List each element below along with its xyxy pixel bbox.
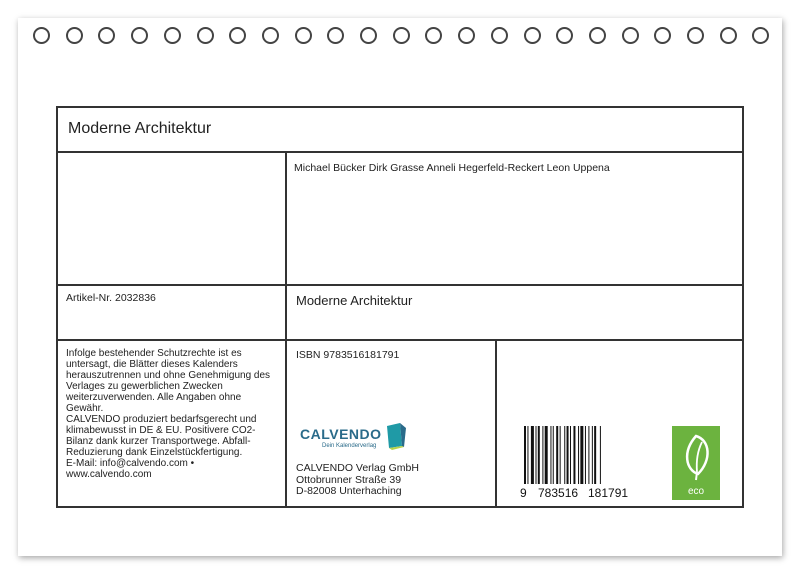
barcode-bar — [545, 426, 548, 484]
barcode-digits: 9 — [520, 486, 527, 498]
calendar-title-repeat: Moderne Architektur — [296, 293, 413, 308]
publisher-line: Ottobrunner Straße 39 — [296, 473, 402, 486]
divider — [495, 339, 497, 506]
barcode-bar — [580, 426, 583, 484]
publisher-line: CALVENDO Verlag GmbH — [296, 462, 419, 474]
barcode-bar — [538, 426, 540, 484]
barcode-bar — [524, 426, 526, 484]
binding-ring — [98, 27, 115, 44]
barcode-bar — [550, 426, 551, 484]
binding-ring — [262, 27, 279, 44]
binding-ring — [687, 27, 704, 44]
binding-ring — [622, 27, 639, 44]
legal-line: Infolge bestehender Schutzrechte ist es — [66, 348, 242, 359]
binding-ring — [720, 27, 737, 44]
barcode-bar — [594, 426, 596, 484]
legal-notice — [66, 348, 284, 480]
divider — [58, 284, 742, 286]
info-box — [56, 106, 744, 508]
publisher-line: D-82008 Unterhaching — [296, 485, 402, 497]
barcode-bar — [560, 426, 561, 484]
binding-ring — [229, 27, 246, 44]
barcode-bar — [588, 426, 589, 484]
article-number: Artikel-Nr. 2032836 — [66, 292, 156, 304]
logo-tagline: Dein Kalenderverlag — [322, 443, 377, 449]
barcode — [520, 426, 640, 498]
legal-line: untersagt, die Blätter dieses Kalenders — [66, 359, 238, 370]
barcode-bar — [573, 426, 575, 484]
barcode-bar — [567, 426, 569, 484]
barcode-bar — [600, 426, 601, 484]
legal-line: weiterzuverwenden. Alle Angaben ohne — [66, 392, 242, 403]
barcode-bar — [570, 426, 571, 484]
legal-line: Reduzierung dank Einzelstückfertigung. — [66, 447, 243, 458]
isbn: ISBN 9783516181791 — [296, 349, 400, 361]
binding-rings — [0, 27, 800, 47]
legal-line: E-Mail: info@calvendo.com • — [66, 458, 195, 469]
calvendo-logo — [300, 422, 420, 452]
binding-ring — [393, 27, 410, 44]
barcode-bar — [527, 426, 528, 484]
barcode-bar — [536, 426, 537, 484]
authors: Michael Bücker Dirk Grasse Anneli Hegerfeld-Reckert Leon Uppena — [294, 162, 610, 174]
barcode-bar — [553, 426, 554, 484]
binding-ring — [589, 27, 606, 44]
binding-ring — [524, 27, 541, 44]
legal-line: herauszutrennen und ohne Genehmigung des — [66, 370, 271, 381]
eco-label: eco — [687, 486, 705, 497]
logo-name: CALVENDO — [300, 426, 382, 442]
calendar-title: Moderne Architektur — [68, 120, 212, 137]
divider — [58, 151, 742, 153]
binding-ring — [131, 27, 148, 44]
barcode-bar — [585, 426, 586, 484]
binding-ring — [491, 27, 508, 44]
binding-ring — [556, 27, 573, 44]
divider — [58, 339, 742, 341]
barcode-bar — [578, 426, 579, 484]
binding-ring — [654, 27, 671, 44]
binding-ring — [327, 27, 344, 44]
legal-line: www.calvendo.com — [66, 469, 152, 480]
barcode-digits: 181791 — [588, 486, 629, 498]
calendar-page-icon — [384, 422, 408, 450]
barcode-bar — [556, 426, 558, 484]
divider — [285, 151, 287, 506]
barcode-bar — [531, 426, 534, 484]
binding-ring — [197, 27, 214, 44]
barcode-digits: 783516 — [538, 486, 579, 498]
binding-ring — [33, 27, 50, 44]
eco-badge — [672, 426, 720, 500]
binding-ring — [360, 27, 377, 44]
publisher-address — [296, 463, 419, 498]
binding-ring — [752, 27, 769, 44]
legal-line: Verlages zu gewerblichen Zwecken — [66, 381, 223, 392]
legal-line: Bilanz dank kurzer Transportwege. Abfall- — [66, 436, 251, 447]
barcode-bar — [592, 426, 593, 484]
leaf-icon — [672, 426, 720, 500]
binding-ring — [66, 27, 83, 44]
legal-line: klimabewusst in DE & EU. Positivere CO2- — [66, 425, 256, 436]
barcode-bar — [564, 426, 565, 484]
legal-line: CALVENDO produziert bedarfsgerecht und — [66, 414, 257, 425]
binding-ring — [425, 27, 442, 44]
barcode-bar — [542, 426, 543, 484]
legal-line: Gewähr. — [66, 403, 104, 414]
binding-ring — [295, 27, 312, 44]
binding-ring — [458, 27, 475, 44]
binding-ring — [164, 27, 181, 44]
